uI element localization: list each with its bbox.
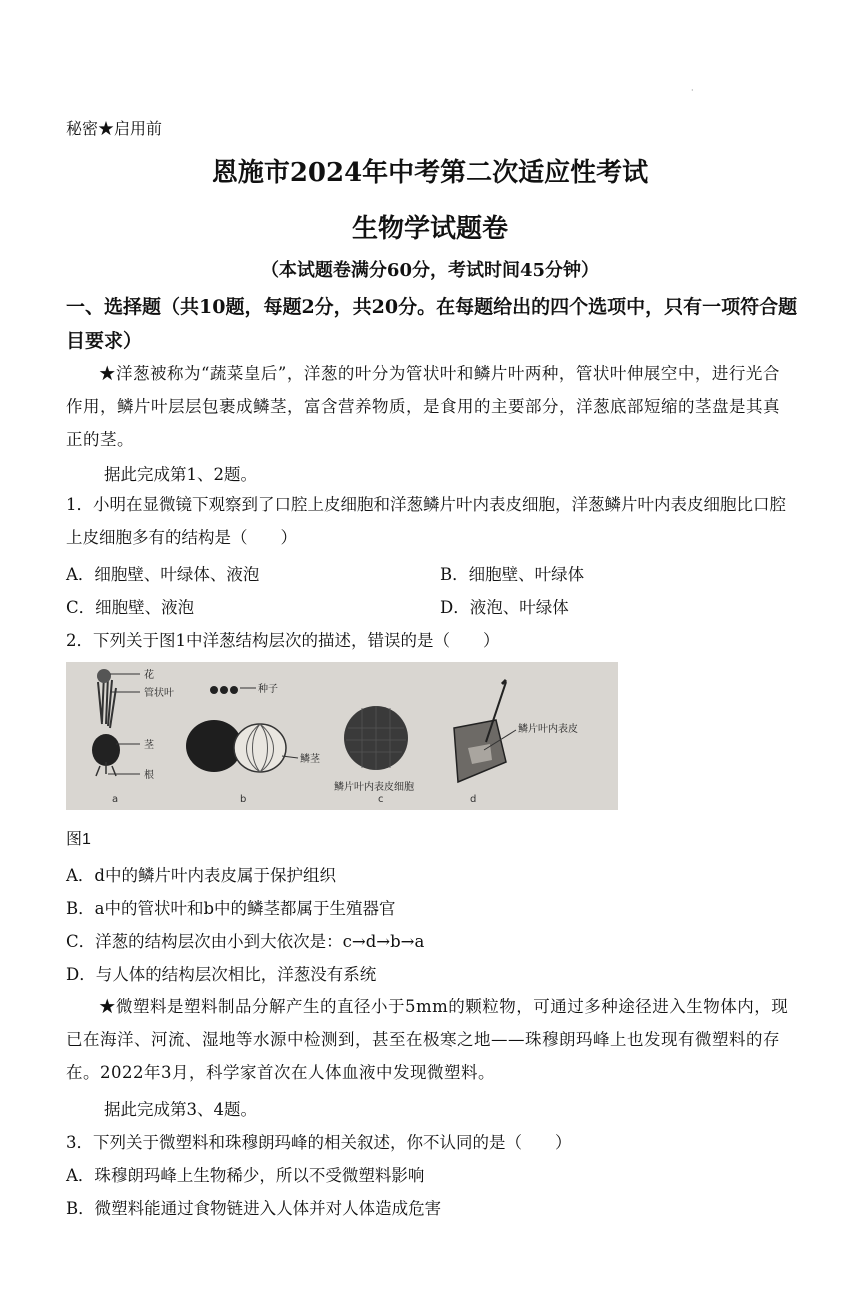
label-bulb: 鳞茎: [300, 754, 320, 765]
scan-dot: ·: [691, 86, 694, 95]
question-1-option-d: D．液泡、叶绿体: [440, 598, 569, 617]
passage-microplastics-instruction: 据此完成第3、4题。: [104, 1100, 257, 1119]
section-heading: 一、选择题（共10题，每题2分，共20分。在每题给出的四个选项中，只有一项符合题目要求）: [66, 296, 798, 352]
exam-subtitle: 生物学试题卷: [351, 214, 508, 244]
panel-d-label: d: [470, 794, 477, 805]
exam-title: 恩施市2024年中考第二次适应性考试: [211, 158, 649, 188]
label-epidermis: 鳞片叶内表皮: [518, 724, 578, 735]
scale-leaf-figure: [454, 680, 516, 782]
label-root: 根: [144, 770, 154, 781]
question-1-option-a: A．细胞壁、叶绿体、液泡: [66, 565, 260, 584]
panel-b-label: b: [240, 794, 247, 805]
panel-c-label: c: [378, 794, 384, 805]
label-stem: 茎: [144, 740, 154, 751]
question-2-stem: 2．下列关于图1中洋葱结构层次的描述，错误的是（ ）: [66, 631, 500, 650]
epidermis-cells-figure: [344, 706, 408, 770]
question-3-option-b: B．微塑料能通过食物链进入人体并对人体造成危害: [66, 1199, 442, 1218]
label-tube-leaf: 管状叶: [144, 688, 174, 699]
question-2-option-a: A．d中的鳞片叶内表皮属于保护组织: [66, 866, 336, 885]
passage-onion-instruction: 据此完成第1、2题。: [104, 465, 257, 484]
figure-1-caption: 图1: [66, 831, 91, 848]
question-3-option-a: A．珠穆朗玛峰上生物稀少，所以不受微塑料影响: [66, 1166, 425, 1185]
question-2-option-c: C．洋葱的结构层次由小到大依次是：c→d→b→a: [66, 932, 425, 951]
question-2-option-d: D．与人体的结构层次相比，洋葱没有系统: [66, 965, 377, 984]
figure-1-onion-structure: [66, 662, 618, 810]
confidential-mark: 秘密★启用前: [66, 119, 163, 138]
panel-a-label: a: [112, 794, 119, 805]
label-seed: 种子: [258, 684, 278, 695]
question-2-option-b: B．a中的管状叶和b中的鳞茎都属于生殖器官: [66, 899, 396, 918]
exam-note: （本试题卷满分60分，考试时间45分钟）: [260, 260, 600, 281]
question-1-option-b: B．细胞壁、叶绿体: [440, 565, 585, 584]
question-1-option-c: C．细胞壁、液泡: [66, 598, 195, 617]
question-1-stem: 1．小明在显微镜下观察到了口腔上皮细胞和洋葱鳞片叶内表皮细胞，洋葱鳞片叶内表皮细胞比口腔上皮细胞多有的结构是（ ）: [66, 495, 786, 547]
onion-bulb-figure: [186, 686, 298, 772]
onion-plant-figure: [92, 669, 140, 776]
label-cells: 鳞片叶内表皮细胞: [334, 782, 414, 793]
label-flower: 花: [144, 670, 154, 681]
passage-microplastics: ★微塑料是塑料制品分解产生的直径小于5mm的颗粒物，可通过多种途径进入生物体内，现已在海洋、河流、湿地等水源中检测到，甚至在极寒之地——珠穆朗玛峰上也发现有微塑料的存在。2022年3月，科学家首次在人体血液中发现微塑料。: [66, 997, 789, 1082]
passage-onion: ★洋葱被称为“蔬菜皇后”，洋葱的叶分为管状叶和鳞片叶两种，管状叶伸展空中，进行光合作用，鳞片叶层层包裹成鳞茎，富含营养物质，是食用的主要部分，洋葱底部短缩的茎盘是其真正的茎。: [66, 364, 780, 449]
question-3-stem: 3．下列关于微塑料和珠穆朗玛峰的相关叙述，你不认同的是（ ）: [66, 1133, 572, 1152]
